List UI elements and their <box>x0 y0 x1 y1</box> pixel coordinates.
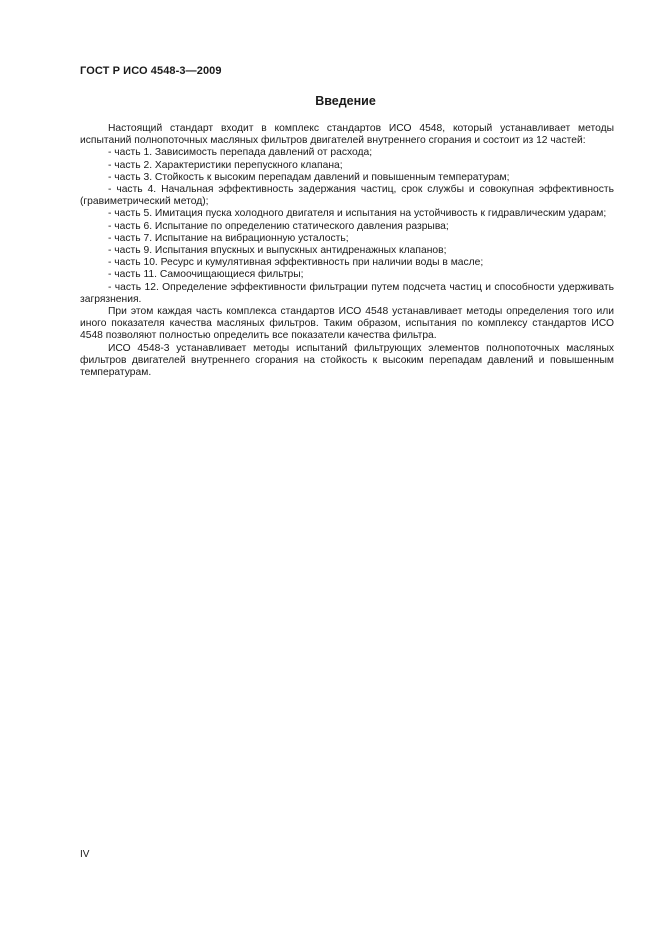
list-item: - часть 7. Испытание на вибрационную усталость; <box>108 232 349 244</box>
parts-list <box>80 147 614 306</box>
section-title: Введение <box>315 94 376 108</box>
list-item: - часть 2. Характеристики перепускного клапана; <box>108 159 343 171</box>
list-item: - часть 9. Испытания впускных и выпускных антидренажных клапанов; <box>108 245 447 257</box>
list-item: - часть 1. Зависимость перепада давлений от расхода; <box>108 147 373 159</box>
paragraph-scope: При этом каждая часть комплекса стандартов ИСО 4548 устанавливает методы определения того или иного показателя качества масляных фильтров. Таким образом, испытания по комплексу стандартов ИСО 4548 позволяют полностью определить все показатели качества фильтра. <box>80 306 614 342</box>
list-item: - часть 6. Испытание по определению статического давления разрыва; <box>108 220 449 232</box>
list-item: - часть 10. Ресурс и кумулятивная эффективность при наличии воды в масле; <box>108 257 484 269</box>
list-item: - часть 12. Определение эффективности фильтрации путем подсчета частиц и способности удерживать загрязнения. <box>80 281 614 305</box>
page-number: IV <box>80 849 90 860</box>
paragraph-iso-4548-3: ИСО 4548-3 устанавливает методы испытаний фильтрующих элементов полнопоточных масляных фильтров двигателей внутреннего сгорания на стойкость к высоким перепадам давлений и повышенным температурам. <box>80 342 614 379</box>
document-header-id: ГОСТ Р ИСО 4548-3—2009 <box>80 65 222 77</box>
body-text <box>80 123 614 379</box>
list-item: - часть 11. Самоочищающиеся фильтры; <box>108 269 304 281</box>
list-item: - часть 4. Начальная эффективность задержания частиц, срок службы и совокупная эффективность (гравиметрический метод); <box>80 184 614 208</box>
intro-paragraph: Настоящий стандарт входит в комплекс стандартов ИСО 4548, который устанавливает методы испытаний полнопоточных масляных фильтров двигателей внутреннего сгорания и состоит из 12 частей: <box>80 123 614 147</box>
list-item: - часть 5. Имитация пуска холодного двигателя и испытания на устойчивость к гидравлическим ударам; <box>108 208 607 220</box>
list-item: - часть 3. Стойкость к высоким перепадам давлений и повышенным температурам; <box>108 171 510 183</box>
